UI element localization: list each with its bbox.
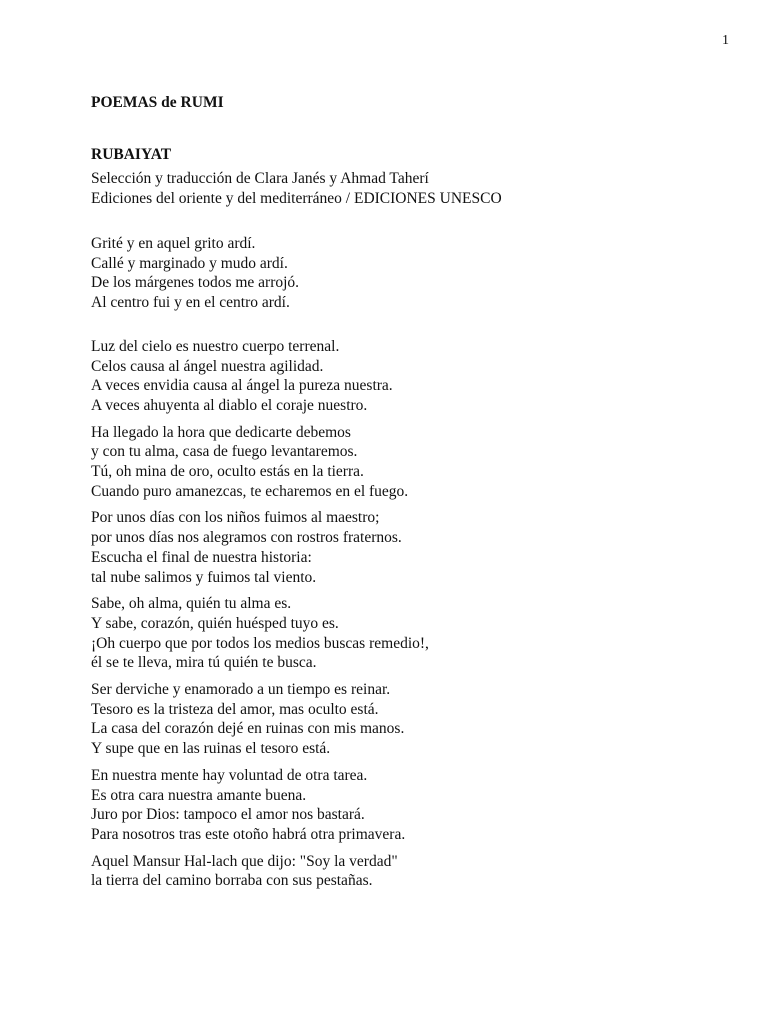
verse-line: Celos causa al ángel nuestra agilidad.	[91, 357, 324, 375]
verse-line: tal nube salimos y fuimos tal viento.	[91, 568, 317, 586]
section-title: RUBAIYAT	[91, 146, 172, 163]
verse-line: En nuestra mente hay voluntad de otra tarea.	[91, 766, 368, 784]
verse-line: Callé y marginado y mudo ardí.	[91, 254, 288, 272]
stanza	[91, 508, 711, 587]
stanza	[91, 766, 711, 845]
verse-line: Tú, oh mina de oro, oculto estás en la tierra.	[91, 463, 364, 481]
verse-line: Aquel Mansur Hal-lach que dijo: "Soy la verdad"	[91, 852, 398, 870]
stanza	[91, 594, 711, 673]
verse-line: por unos días nos alegramos con rostros fraternos.	[91, 529, 402, 547]
page-number: 1	[722, 33, 729, 48]
verse-line: Sabe, oh alma, quién tu alma es.	[91, 595, 292, 613]
document-title: POEMAS de RUMI	[91, 94, 224, 111]
stanza	[91, 680, 711, 759]
stanza	[91, 852, 711, 891]
verse-line: Y sabe, corazón, quién huésped tuyo es.	[91, 614, 339, 632]
verse-line: Y supe que en las ruinas el tesoro está.	[91, 740, 331, 758]
source-info	[91, 169, 711, 209]
verse-line: Ser derviche y enamorado a un tiempo es reinar.	[91, 681, 391, 699]
source-line: Selección y traducción de Clara Janés y Ahmad Taherí	[91, 170, 429, 187]
verse-line: Cuando puro amanezcas, te echaremos en el fuego.	[91, 482, 409, 500]
verse-line: La casa del corazón dejé en ruinas con mis manos.	[91, 720, 405, 738]
verse-line: Por unos días con los niños fuimos al maestro;	[91, 509, 380, 527]
verse-line: ¡Oh cuerpo que por todos los medios buscas remedio!,	[91, 634, 429, 652]
stanza	[91, 423, 711, 502]
verse-line: Ha llegado la hora que dedicarte debemos	[91, 423, 351, 441]
verse-line: Grité y en aquel grito ardí.	[91, 235, 256, 252]
source-line: Ediciones del oriente y del mediterráneo / EDICIONES UNESCO	[91, 190, 502, 207]
verse-line: y con tu alma, casa de fuego levantaremos.	[91, 443, 358, 461]
document-body	[91, 93, 711, 891]
verse-line: Escucha el final de nuestra historia:	[91, 548, 312, 566]
verse-line: Luz del cielo es nuestro cuerpo terrenal.	[91, 337, 340, 355]
verse-line: Para nosotros tras este otoño habrá otra primavera.	[91, 825, 406, 843]
verse-line: A veces envidia causa al ángel la pureza nuestra.	[91, 377, 393, 395]
stanza	[91, 234, 711, 313]
verse-line: la tierra del camino borraba con sus pestañas.	[91, 872, 373, 890]
verse-line: A veces ahuyenta al diablo el coraje nuestro.	[91, 396, 368, 414]
verse-line: Al centro fui y en el centro ardí.	[91, 294, 290, 312]
verse-line: De los márgenes todos me arrojó.	[91, 274, 300, 292]
verse-line: Tesoro es la tristeza del amor, mas oculto está.	[91, 700, 379, 718]
verse-line: él se te lleva, mira tú quién te busca.	[91, 654, 317, 672]
stanza	[91, 337, 711, 416]
verse-line: Juro por Dios: tampoco el amor nos bastará.	[91, 806, 365, 824]
verse-line: Es otra cara nuestra amante buena.	[91, 786, 307, 804]
poem-list	[91, 234, 711, 891]
